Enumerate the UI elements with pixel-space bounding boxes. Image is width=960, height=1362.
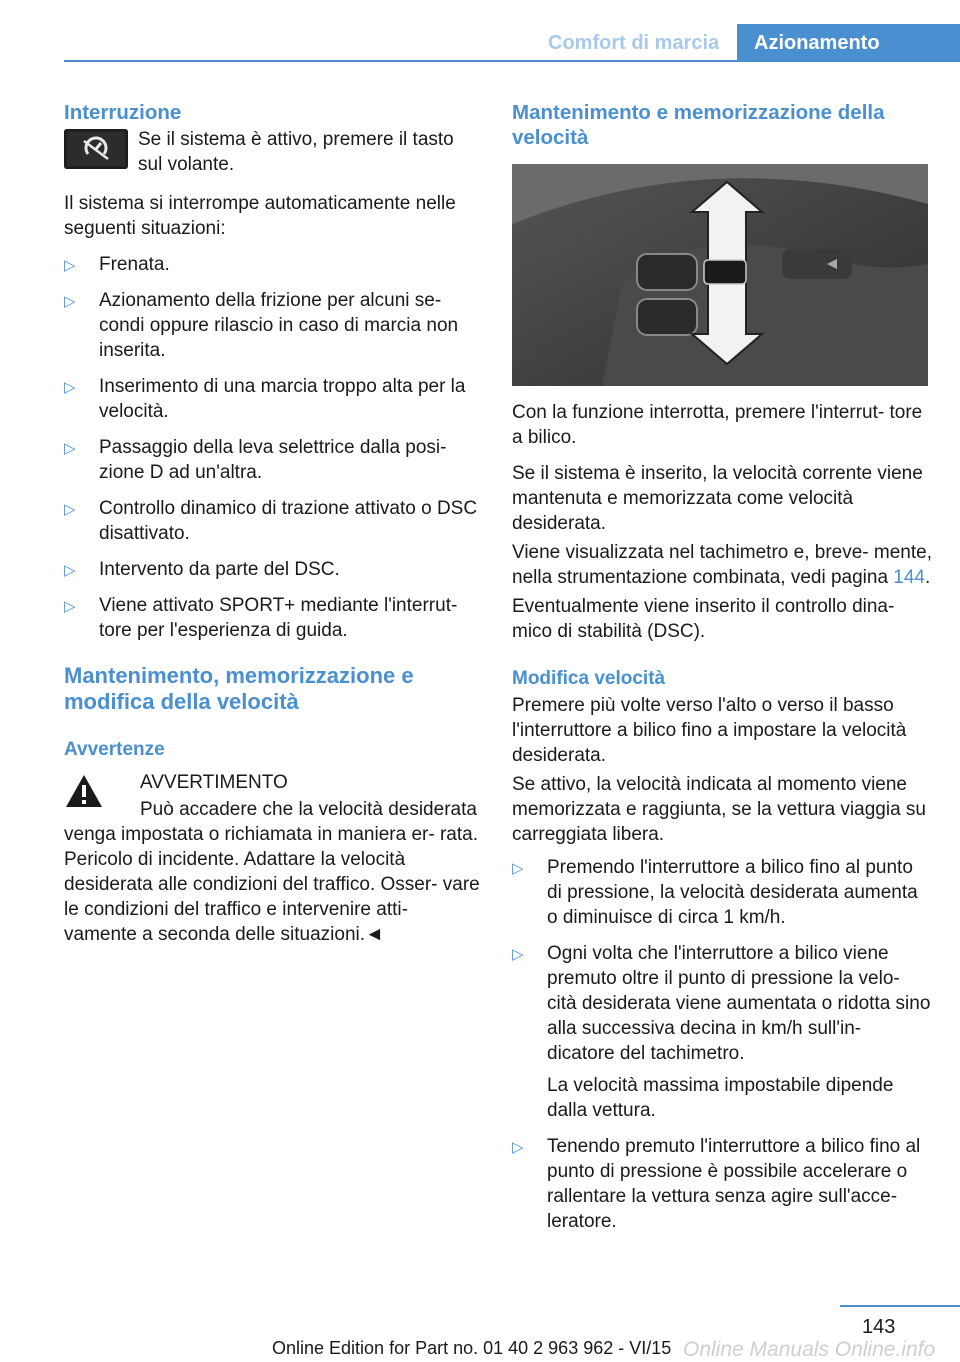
- watermark: Online Manuals Online.info: [683, 1338, 936, 1361]
- modifica-list: [512, 855, 932, 1234]
- list-item: ▷ Azionamento della frizione per alcuni se- condi oppure rilascio in caso di marcia non inserita.: [64, 290, 459, 361]
- list-item: ▷ Passaggio della leva selettrice dalla posi- zione D ad un'altra.: [64, 437, 447, 483]
- triangle-right-icon: ▷: [64, 598, 76, 615]
- list-item: ▷ Viene attivato SPORT+ mediante l'interrut- tore per l'esperienza di guida.: [64, 595, 458, 641]
- left-column: [64, 100, 482, 947]
- list-item: ▷ Inserimento di una marcia troppo alta per la velocità.: [64, 376, 466, 422]
- interruzione-heading: Interruzione: [64, 101, 182, 124]
- interruzione-block: [64, 125, 482, 177]
- p3: Viene visualizzata nel tachimetro e, breve- mente, nella strumentazione combinata, vedi pagina 144.: [512, 542, 932, 588]
- right-column: [512, 100, 932, 1245]
- avvertenze-heading: Avvertenze: [64, 739, 165, 760]
- list-item: ▷ Ogni volta che l'interruttore a bilico viene premuto oltre il punto di pressione la velo- cità desiderata viene aumentata o ridotta sino alla successiva decina in km/h sull'in- dicatore del tachimetro. La velocità massima impostabile dipende dalla vettura.: [512, 943, 931, 1121]
- warning-text: Può accadere che la velocità desiderata venga impostata o richiamata in maniera er- rata. Pericolo di incidente. Adattare la velocità desiderata alle condizioni del traffico. Osser- vare le condizioni del traffico e intervenire atti- vamente a seconda delle situazioni.◄: [64, 799, 480, 945]
- interruzione-text: Se il sistema è attivo, premere il tasto sul volante.: [138, 129, 454, 175]
- page-link[interactable]: 144: [893, 567, 925, 588]
- list-subnote: La velocità massima impostabile dipende dalla vettura.: [547, 1075, 894, 1121]
- mantenimento-heading: Mantenimento e memorizzazione della velocità: [512, 101, 885, 149]
- triangle-right-icon: ▷: [512, 946, 524, 963]
- p2: Se il sistema è inserito, la velocità corrente viene mantenuta e memorizzata come velocità desiderata.: [512, 463, 923, 534]
- list-item: ▷ Frenata.: [64, 252, 482, 277]
- auto-stop-text: Il sistema si interrompe automaticamente nelle seguenti situazioni:: [64, 193, 456, 239]
- triangle-right-icon: ▷: [64, 440, 76, 457]
- triangle-right-icon: ▷: [64, 562, 76, 579]
- section-heading: Mantenimento, memorizzazione e modifica della velocità: [64, 663, 414, 714]
- p1: Con la funzione interrotta, premere l'interrut- tore a bilico.: [512, 402, 923, 448]
- header-tab-azionamento[interactable]: Azionamento: [737, 24, 960, 62]
- header-rule: [64, 60, 960, 62]
- edition-text: Online Edition for Part no. 01 40 2 963 962 - VI/15: [272, 1338, 672, 1358]
- steering-wheel-photo: [512, 164, 928, 386]
- warning-label: AVVERTIMENTO: [140, 772, 288, 793]
- triangle-right-icon: ▷: [512, 1139, 524, 1156]
- cruise-interrupt-icon: [64, 129, 128, 169]
- triangle-right-icon: ▷: [64, 293, 76, 310]
- triangle-right-icon: ▷: [512, 860, 524, 877]
- list-item: ▷ Premendo l'interruttore a bilico fino al punto di pressione, la velocità desiderata aumenta o diminuisce di circa 1 km/h.: [512, 857, 918, 928]
- warning-triangle-icon: [64, 772, 104, 810]
- header-tab-comfort[interactable]: Comfort di marcia: [548, 32, 720, 54]
- list-item: ▷ Intervento da parte del DSC.: [64, 557, 482, 582]
- triangle-right-icon: ▷: [64, 379, 76, 396]
- auto-stop-list: [64, 252, 482, 643]
- triangle-right-icon: ▷: [64, 257, 76, 274]
- p4: Eventualmente viene inserito il controllo dina- mico di stabilità (DSC).: [512, 596, 895, 642]
- warning-block: [64, 770, 482, 947]
- footer-rule: [840, 1305, 960, 1307]
- modifica-heading: Modifica velocità: [512, 668, 666, 689]
- list-item: ▷ Tenendo premuto l'interruttore a bilico fino al punto di pressione è possibile accelerare o rallentare la vettura senza agire sull'acce- leratore.: [512, 1136, 921, 1232]
- triangle-right-icon: ▷: [64, 501, 76, 518]
- p5: Premere più volte verso l'alto o verso il basso l'interruttore a bilico fino a impostare la velocità desiderata.: [512, 695, 907, 766]
- list-item: ▷ Controllo dinamico di trazione attivato o DSC disattivato.: [64, 498, 478, 544]
- page-number: 143: [862, 1316, 896, 1338]
- p6: Se attivo, la velocità indicata al momento viene memorizzata e raggiunta, se la vettura viaggia su carreggiata libera.: [512, 774, 926, 845]
